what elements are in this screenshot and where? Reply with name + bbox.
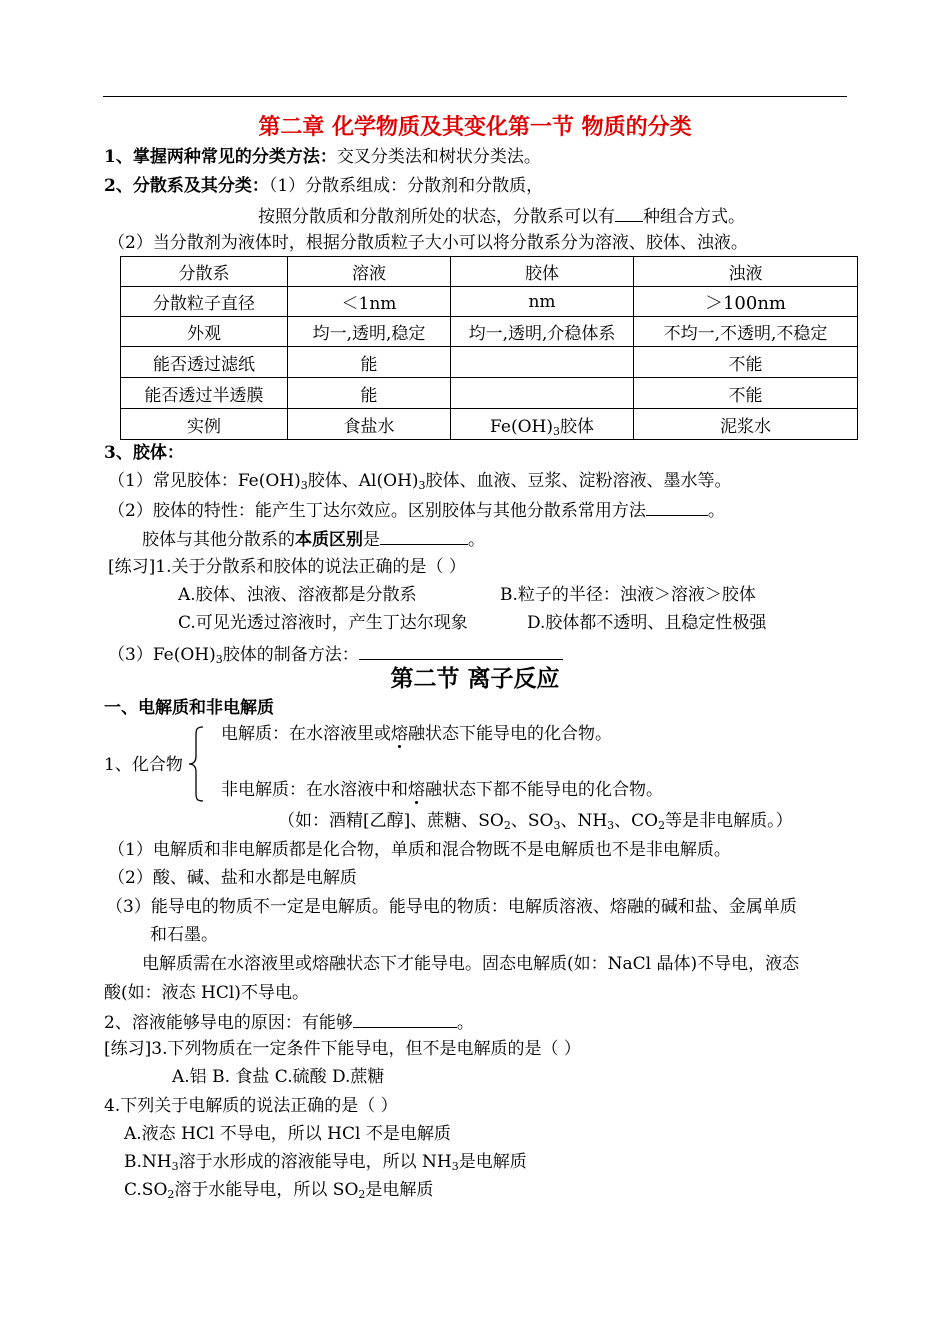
colloid-property (108, 498, 725, 522)
text: 胶体、血液、豆浆、淀粉溶液、墨水等。 (425, 471, 732, 491)
text: 。 (468, 530, 485, 550)
table-header-cell: 分散系 (121, 257, 288, 287)
text: （如：酒精[乙醇]、蔗糖、SO (278, 811, 504, 831)
text: B.NH (124, 1152, 172, 1172)
conduction-blank (353, 1010, 457, 1028)
text: 等是非电解质。） (665, 811, 793, 831)
table-cell-colloid-example (451, 409, 634, 440)
text: 是电解质 (365, 1180, 434, 1200)
text: 溶于水能导电，所以 SO (174, 1180, 359, 1200)
note-4-continued: 酸(如：液态 HCl)不导电。 (104, 983, 309, 1003)
table-cell: 食盐水 (288, 409, 451, 440)
table-cell: 均一,透明,介稳体系 (451, 317, 634, 347)
section-2-line-3: （2）当分散剂为液体时，根据分散质粒子大小可以将分散系分为溶液、胶体、浊液。 (108, 233, 748, 253)
exercise-4: 4.下列关于电解质的说法正确的是（ ） (104, 1096, 398, 1116)
subscript: 3 (215, 653, 223, 666)
subscript: 2 (167, 1188, 175, 1201)
table-row-examples (121, 409, 858, 440)
table-cell: 能否透过滤纸 (121, 347, 288, 378)
colloid-preparation (108, 642, 563, 666)
table-cell: 能否透过半透膜 (121, 378, 288, 409)
text: 是电解质 (458, 1152, 527, 1172)
text: 胶体、Al(OH) (307, 471, 419, 491)
exercise-4-option-b (124, 1151, 527, 1173)
table-cell: 能 (288, 378, 451, 409)
text: 胶体的制备方法： (222, 645, 359, 665)
text: （3）Fe(OH) (108, 645, 216, 665)
compound-label: 1、化合物 (104, 755, 183, 775)
table-cell: 不能 (634, 378, 858, 409)
exercise-1-option-d: D.胶体都不透明、且稳定性极强 (527, 613, 767, 633)
text: 、CO (614, 811, 659, 831)
table-row (121, 317, 858, 347)
text: （1）常见胶体：Fe(OH) (108, 471, 301, 491)
text: 、NH (560, 811, 608, 831)
table-cell: 外观 (121, 317, 288, 347)
section-1-label: 1、掌握两种常见的分类方法： (104, 147, 337, 167)
table-cell (451, 378, 634, 409)
section-2-label: 2、分散系及其分类： (104, 176, 269, 196)
subscript: 3 (552, 424, 560, 438)
subscript: 3 (171, 1160, 179, 1173)
section-2-line (104, 175, 543, 197)
text: 胶体与其他分散系的 (142, 530, 295, 550)
text: （2）胶体的特性：能产生丁达尔效应。区别胶体与其他分散系常用方法 (108, 501, 646, 521)
table-cell: nm (451, 287, 634, 317)
note-1: （1）电解质和非电解质都是化合物，单质和混合物既不是电解质也不是非电解质。 (108, 840, 731, 860)
question-2 (104, 1010, 474, 1034)
method-blank (646, 498, 708, 516)
exercise-4-option-c (124, 1179, 433, 1201)
table-cell: 不能 (634, 347, 858, 378)
exercise-3-options: A.铝 B. 食盐 C.硫酸 D.蔗糖 (172, 1067, 385, 1087)
exercise-1-option-c: C.可见光透过溶液时，产生丁达尔现象 (178, 613, 468, 633)
electrolyte-heading: 一、电解质和非电解质 (104, 698, 274, 718)
combination-blank (615, 204, 643, 222)
exercise-1-option-b: B.粒子的半径：浊液＞溶液＞胶体 (500, 585, 756, 605)
section-2-text: （1）分散系组成：分散剂和分散质， (268, 176, 544, 196)
note-2: （2）酸、碱、盐和水都是电解质 (108, 868, 357, 888)
section-1-text: 交叉分类法和树状分类法。 (336, 147, 541, 167)
text: 。 (456, 1013, 474, 1033)
combination-text: 按照分散质和分散剂所处的状态，分散系可以有 (258, 207, 615, 227)
formula-text: Fe(OH) (490, 416, 553, 437)
difference-blank (380, 527, 468, 545)
electrolyte-definition: 电解质：在水溶液里或熔融状态下能导电的化合物。 (221, 724, 612, 744)
text: 溶于水形成的溶液能导电，所以 NH (178, 1152, 452, 1172)
header-rule (103, 96, 847, 97)
table-cell: 分散粒子直径 (121, 287, 288, 317)
table-cell: ＞100nm (634, 287, 858, 317)
exercise-1-option-a: A.胶体、浊液、溶液都是分散系 (178, 585, 417, 605)
exercise-3: [练习]3.下列物质在一定条件下能导电，但不是电解质的是（ ） (104, 1039, 581, 1059)
chapter-title: 第二章 化学物质及其变化第一节 物质的分类 (258, 114, 692, 140)
nonelectrolyte-definition: 非电解质：在水溶液中和熔融状态下都不能导电的化合物。 (221, 780, 663, 800)
dispersion-table (120, 256, 858, 440)
preparation-blank (359, 642, 563, 660)
note-3: （3）能导电的物质不一定是电解质。能导电的物质：电解质溶液、熔融的碱和盐、金属单质 (106, 897, 797, 917)
table-cell: 泥浆水 (634, 409, 858, 440)
exercise-1: [练习]1.关于分散系和胶体的说法正确的是（ ） (108, 557, 466, 577)
emphasis-dot (415, 801, 418, 804)
combination-text-end: 种组合方式。 (643, 207, 745, 227)
note-3-continued: 和石墨。 (150, 925, 218, 945)
text: 。 (707, 501, 725, 521)
table-cell: 不均一,不透明,不稳定 (634, 317, 858, 347)
nonelectrolyte-examples (278, 810, 793, 832)
table-header-cell: 溶液 (288, 257, 451, 287)
subscript: 2 (503, 819, 511, 832)
subscript: 3 (451, 1160, 459, 1173)
table-header-cell: 胶体 (451, 257, 634, 287)
table-cell: 实例 (121, 409, 288, 440)
table-row (121, 378, 858, 409)
table-row (121, 347, 858, 378)
subscript: 3 (418, 479, 426, 492)
text: 2、溶液能够导电的原因：有能够 (104, 1013, 353, 1033)
exercise-4-option-a: A.液态 HCl 不导电，所以 HCl 不是电解质 (124, 1124, 451, 1144)
text: C.SO (124, 1180, 168, 1200)
note-4: 电解质需在水溶液里或熔融状态下才能导电。固态电解质(如：NaCl 晶体)不导电，液态 (142, 954, 800, 974)
table-header-cell: 浊液 (634, 257, 858, 287)
subscript: 2 (358, 1188, 366, 1201)
subscript: 2 (658, 819, 666, 832)
subscript: 3 (607, 819, 615, 832)
curly-brace-icon (188, 726, 204, 802)
section-1-line (104, 146, 541, 168)
table-cell: 均一,透明,稳定 (288, 317, 451, 347)
subscript: 3 (553, 819, 561, 832)
section-3-title: 3、胶体： (104, 443, 184, 463)
formula-suffix: 胶体 (559, 416, 594, 437)
text: 是 (363, 530, 380, 550)
colloid-examples (108, 470, 732, 492)
section-2-title: 第二节 离子反应 (390, 665, 560, 692)
subscript: 3 (300, 479, 308, 492)
bold-text: 本质区别 (295, 530, 363, 550)
table-cell: 能 (288, 347, 451, 378)
section-2-line-2 (258, 204, 745, 228)
table-cell (451, 347, 634, 378)
table-cell: ＜1nm (288, 287, 451, 317)
table-row (121, 287, 858, 317)
essential-difference (142, 527, 485, 551)
text: 、SO (510, 811, 554, 831)
table-header-row (121, 257, 858, 287)
emphasis-dot (398, 745, 401, 748)
